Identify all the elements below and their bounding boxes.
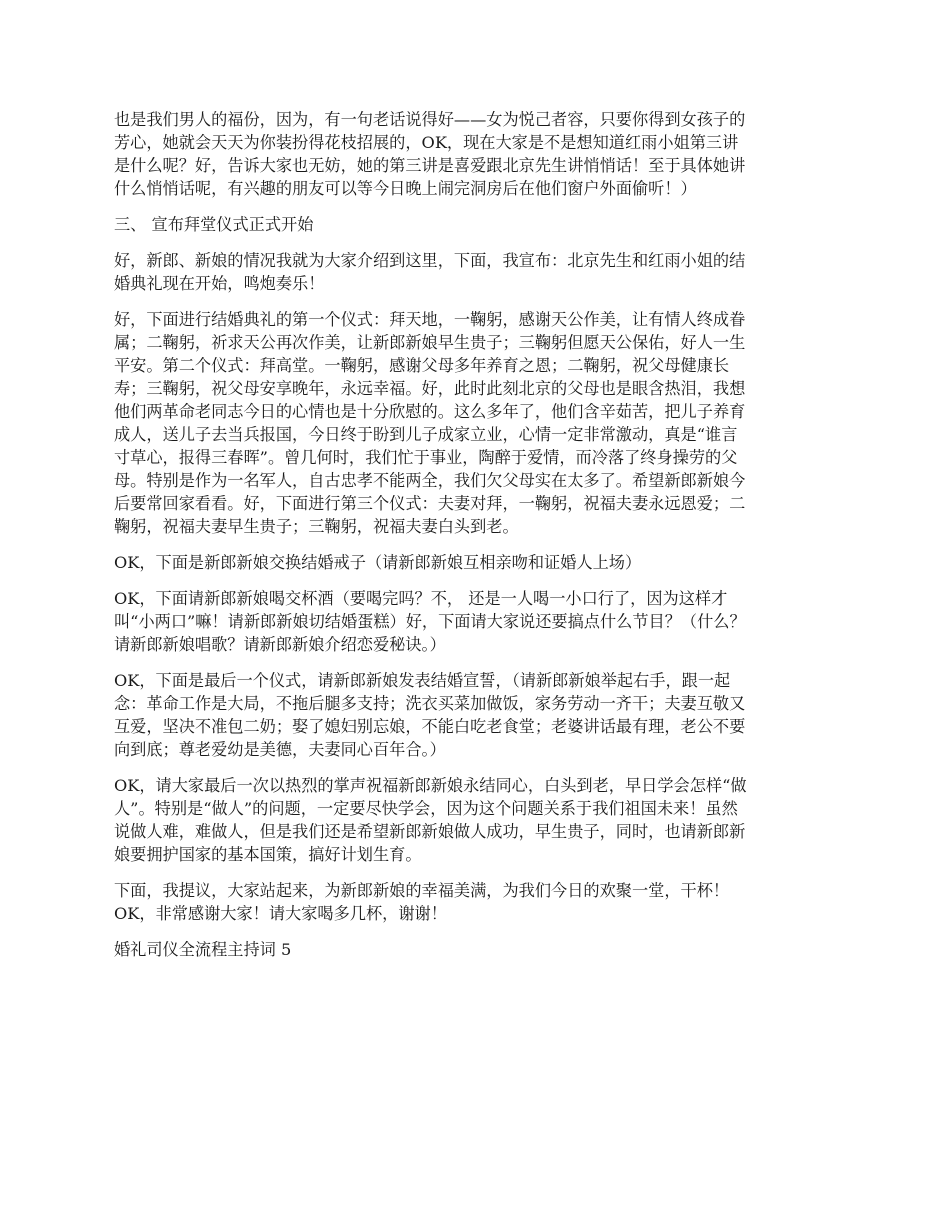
text-line: 寸草心，报得三春晖”。曾几何时，我们忙于事业，陶醉于爱情，而冷落了终身操劳的父 xyxy=(114,448,738,467)
text-line: OK，下面是新郎新娘交换结婚戒子（请新郎新娘互相亲吻和证婚人上场） xyxy=(114,553,642,572)
text-line: 下面，我提议，大家站起来，为新郎新娘的幸福美满，为我们今日的欢聚一堂，干杯！ xyxy=(114,881,730,900)
text-line: 人”。特别是“做人”的问题，一定要尽快学会，因为这个问题关系于我们祖国未来！虽然 xyxy=(114,799,738,818)
paragraph xyxy=(114,551,840,574)
text-line: 什么悄悄话呢，有兴趣的朋友可以等今日晚上闹完洞房后在他们窗户外面偷听！） xyxy=(114,179,697,198)
text-line: 好，下面进行结婚典礼的第一个仪式：拜天地，一鞠躬，感谢天公作美，让有情人终成眷 xyxy=(114,310,746,329)
paragraph xyxy=(114,213,840,236)
paragraph xyxy=(114,669,840,761)
text-line: 婚礼司仪全流程主持词 5 xyxy=(114,940,292,959)
text-line: 好，新郎、新娘的情况我就为大家介绍到这里，下面，我宣布：北京先生和红雨小姐的结 xyxy=(114,251,746,270)
paragraph xyxy=(114,938,840,961)
text-line: 成人，送儿子去当兵报国，今日终于盼到儿子成家立业，心情一定非常激动，真是“谁言 xyxy=(114,425,738,444)
text-line: OK，请大家最后一次以热烈的掌声祝福新郎新娘永结同心，白头到老，早日学会怎样“做 xyxy=(114,776,747,795)
text-line: OK，非常感谢大家！请大家喝多几杯，谢谢！ xyxy=(114,904,447,923)
text-line: OK，下面是最后一个仪式，请新郎新娘发表结婚宣誓，（请新郎新娘举起右手，跟一起 xyxy=(114,671,731,690)
text-line: 芳心，她就会天天为你装扮得花枝招展的，OK，现在大家是不是想知道红雨小姐第三讲 xyxy=(114,133,739,152)
document-page xyxy=(114,108,840,974)
text-line: 是什么呢？好，告诉大家也无妨，她的第三讲是喜爱跟北京先生讲悄悄话！至于具体她讲 xyxy=(114,156,746,175)
text-line: 向到底；尊老爱幼是美德，夫妻同心百年合。） xyxy=(114,740,446,759)
text-line: OK，下面请新郎新娘喝交杯酒（要喝完吗？不， 还是一人喝一小口行了，因为这样才 xyxy=(114,589,728,608)
text-line: 婚典礼现在开始，鸣炮奏乐！ xyxy=(114,274,325,293)
text-line: 互爱，坚决不准包二奶；娶了媳妇别忘娘，不能白吃老食堂；老婆讲话最有理，老公不要 xyxy=(114,717,746,736)
paragraph xyxy=(114,587,840,656)
text-line: 请新郎新娘唱歌？请新郎新娘介绍恋爱秘诀。） xyxy=(114,635,446,654)
text-line: 平安。第二个仪式：拜高堂。一鞠躬，感谢父母多年养育之恩；二鞠躬，祝父母健康长 xyxy=(114,356,730,375)
text-line: 寿；三鞠躬，祝父母安享晚年，永远幸福。好，此时此刻北京的父母也是眼含热泪，我想 xyxy=(114,379,746,398)
text-line: 三、 宣布拜堂仪式正式开始 xyxy=(114,215,314,234)
text-line: 母。特别是作为一名军人，自古忠孝不能两全，我们欠父母实在太多了。希望新郎新娘今 xyxy=(114,471,746,490)
text-line: 属；二鞠躬，祈求天公再次作美，让新郎新娘早生贵子；三鞠躬但愿天公保佑，好人一生 xyxy=(114,333,746,352)
text-line: 说做人难，难做人，但是我们还是希望新郎新娘做人成功，早生贵子，同时，也请新郎新 xyxy=(114,822,746,841)
text-line: 也是我们男人的福份，因为，有一句老话说得好——女为悦己者容，只要你得到女孩子的 xyxy=(114,110,746,129)
text-line: 叫“小两口”嘛！请新郎新娘切结婚蛋糕）好，下面请大家说还要搞点什么节目？（什么？ xyxy=(114,612,746,631)
paragraph xyxy=(114,308,840,538)
paragraph xyxy=(114,249,840,295)
text-line: 娘要拥护国家的基本国策，搞好计划生育。 xyxy=(114,845,422,864)
paragraph xyxy=(114,879,840,925)
text-line: 鞠躬，祝福夫妻早生贵子；三鞠躬，祝福夫妻白头到老。 xyxy=(114,517,519,536)
text-line: 后要常回家看看。好，下面进行第三个仪式：夫妻对拜，一鞠躬，祝福夫妻永远恩爱；二 xyxy=(114,494,746,513)
paragraph xyxy=(114,108,840,200)
text-line: 他们两革命老同志今日的心情也是十分欣慰的。这么多年了，他们含辛茹苦，把儿子养育 xyxy=(114,402,746,421)
paragraph xyxy=(114,774,840,866)
text-line: 念：革命工作是大局，不拖后腿多支持；洗衣买菜加做饭，家务劳动一齐干；夫妻互敬又 xyxy=(114,694,746,713)
